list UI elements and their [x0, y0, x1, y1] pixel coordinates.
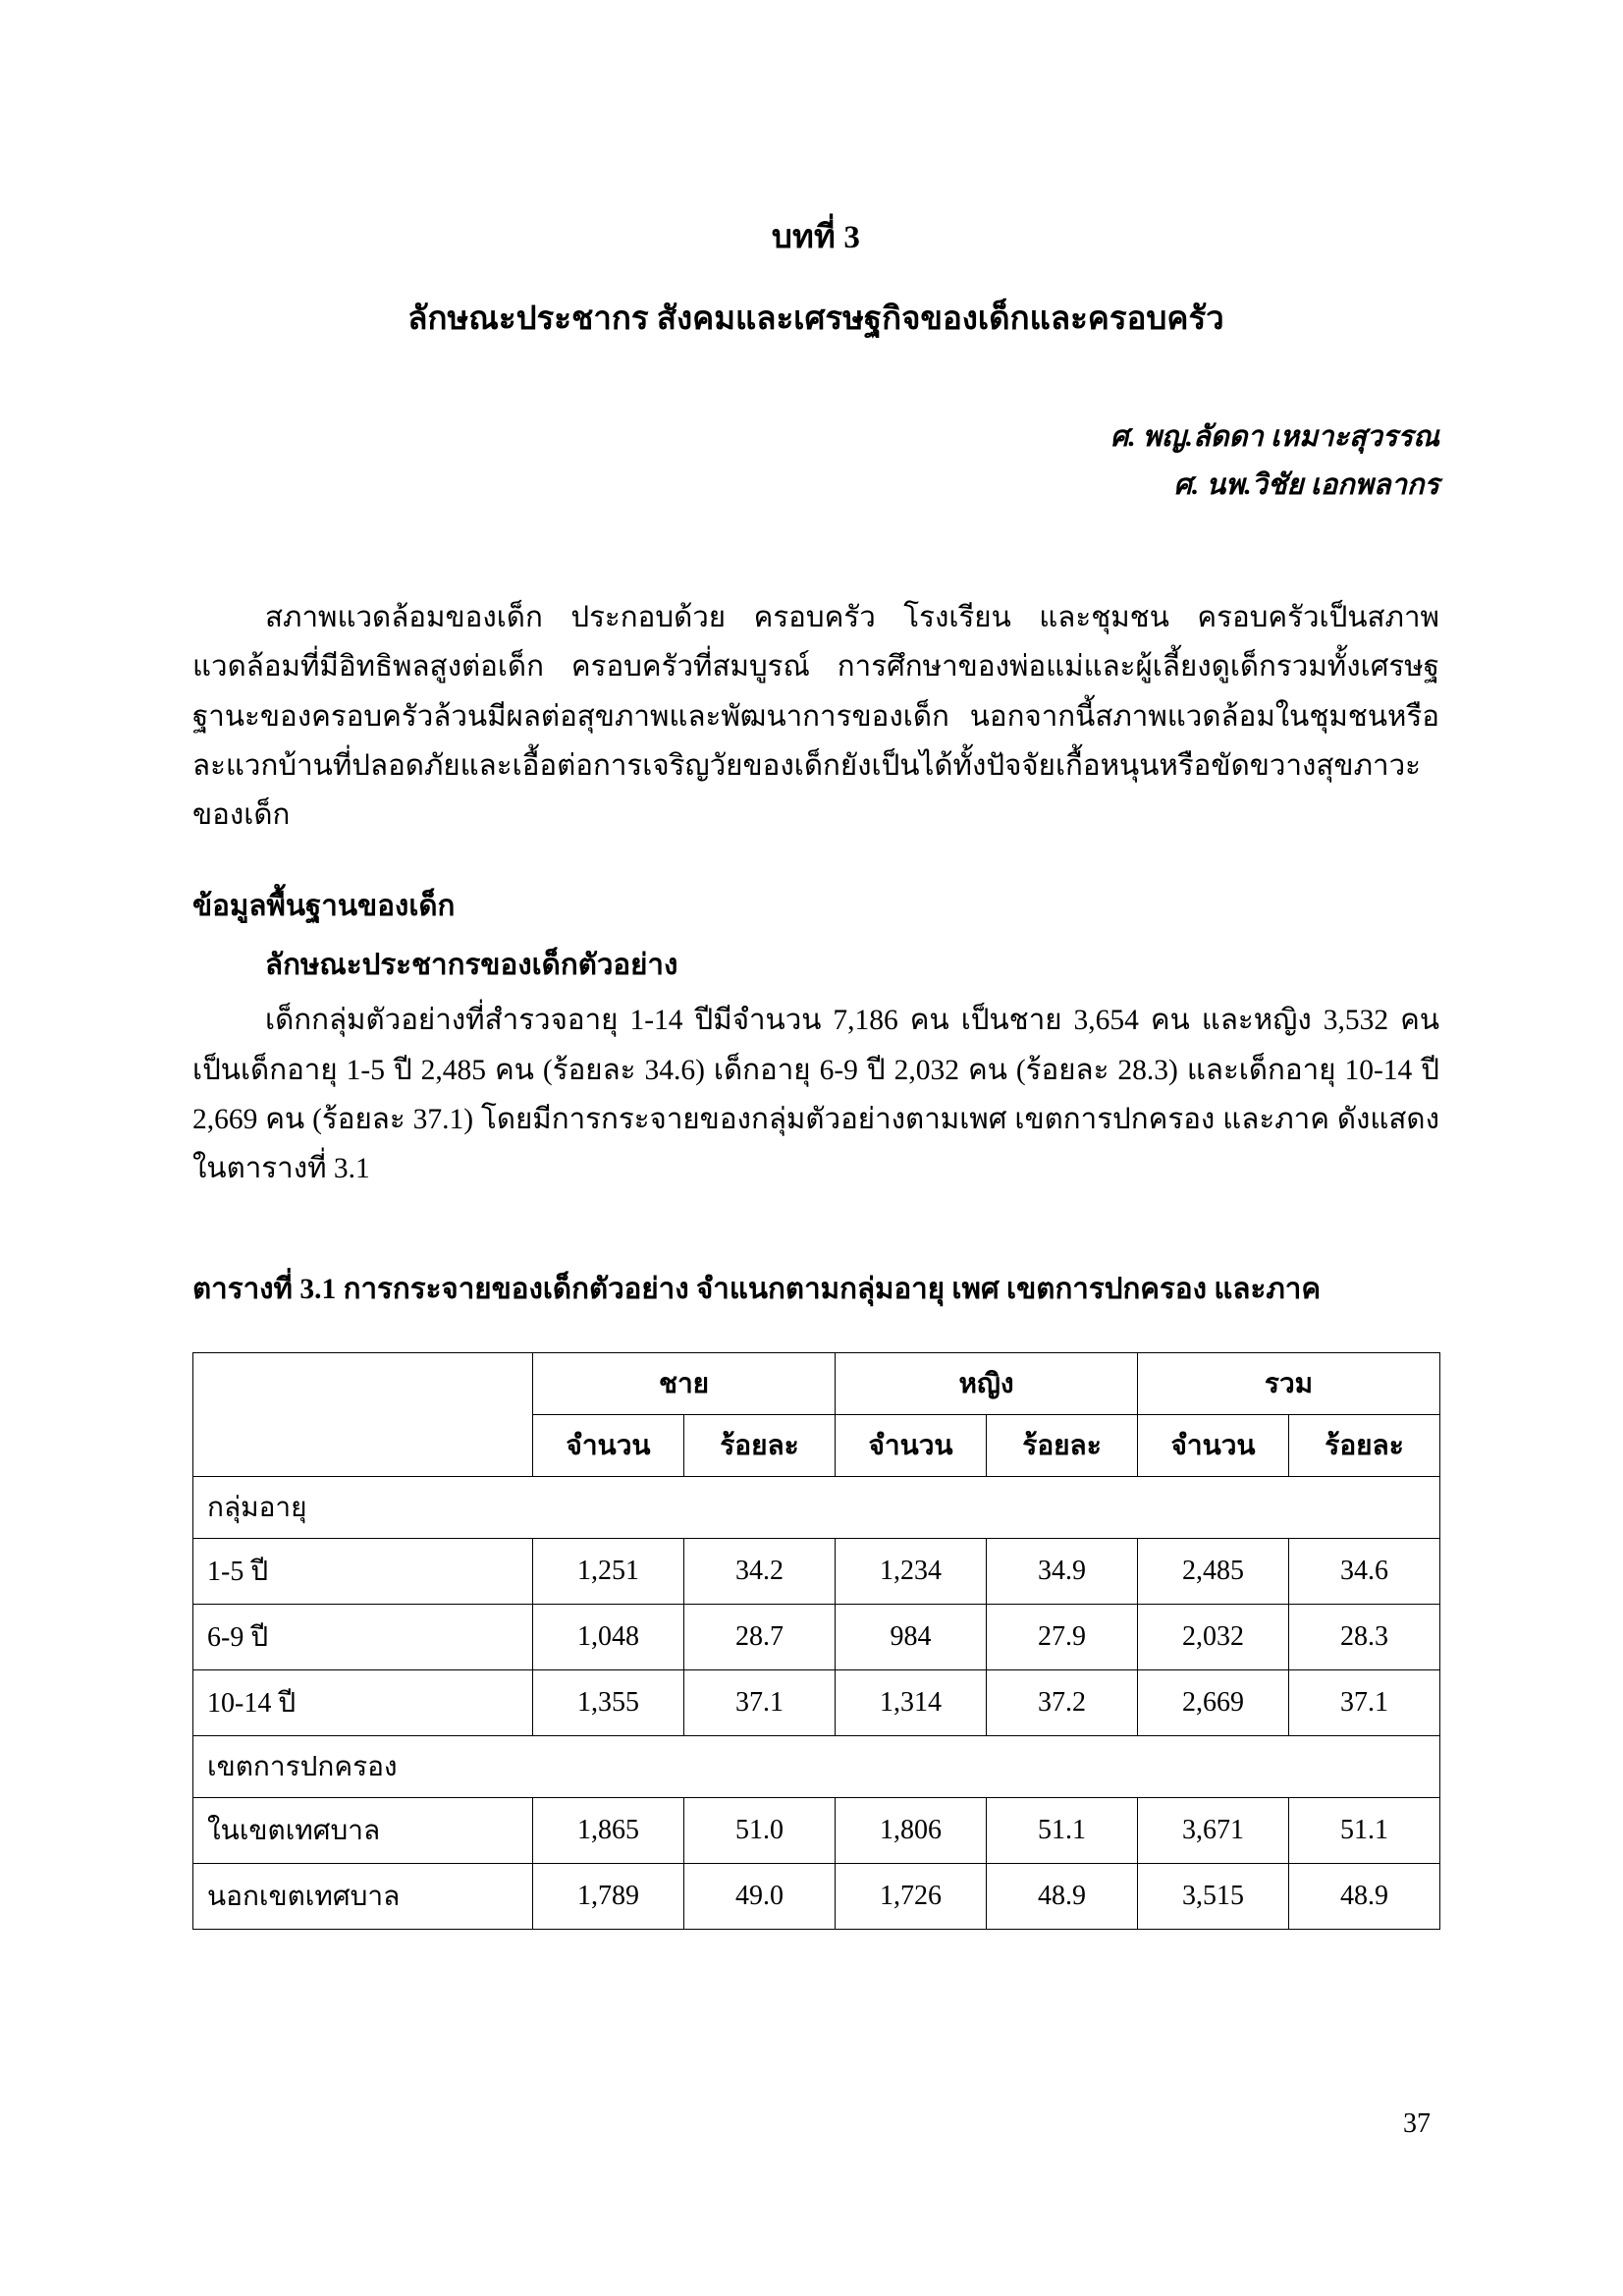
table-cell: 1,865	[533, 1798, 684, 1864]
table-cell: 2,669	[1138, 1670, 1289, 1736]
author-name: ศ. พญ.ลัดดา เหมาะสุวรรณ	[1109, 420, 1439, 453]
table-cell: 1,355	[533, 1670, 684, 1736]
sample-paragraph-text: เด็กกลุ่มตัวอย่างที่สำรวจอายุ 1-14 ปีมีจำนวน 7,186 คน เป็นชาย 3,654 คน และหญิง 3,532 คน เป็นเด็กอายุ 1-5 ปี 2,485 คน (ร้อยละ 34.6) เด็กอายุ 6-9 ปี 2,032 คน (ร้อยละ 28.3) และเด็กอายุ 10-14 ปี 2,669 คน (ร้อยละ 37.1) โดยมีการกระจายของกลุ่มตัวอย่างตามเพศ เขตการปกครอง และภาค ดังแสดงในตารางที่ 3.1	[192, 1005, 1439, 1184]
page-title: ลักษณะประชากร สังคมและเศรษฐกิจของเด็กและครอบครัว	[407, 301, 1224, 338]
table-row	[193, 1539, 1440, 1605]
table-row-label: ในเขตเทศบาล	[193, 1798, 533, 1864]
table-cell: 34.2	[684, 1539, 836, 1605]
table-cell: 37.1	[684, 1670, 836, 1736]
table-cell: 51.0	[684, 1798, 836, 1864]
table-section-title: เขตการปกครอง	[193, 1736, 1440, 1798]
chapter-number: บทที่ 3	[771, 220, 861, 255]
table-cell: 1,726	[836, 1864, 987, 1930]
table-cell: 27.9	[987, 1605, 1138, 1670]
table-group-header-row	[193, 1353, 1440, 1415]
table-group-header-total: รวม	[1138, 1353, 1440, 1415]
table-body	[193, 1477, 1440, 1930]
subsection-heading: ลักษณะประชากรของเด็กตัวอย่าง	[265, 949, 678, 981]
table-cell: 37.2	[987, 1670, 1138, 1736]
page-content	[192, 0, 1439, 1930]
table-sub-header: จำนวน	[1138, 1415, 1289, 1477]
table-row-label: 10-14 ปี	[193, 1670, 533, 1736]
table-cell: 1,234	[836, 1539, 987, 1605]
distribution-table	[192, 1352, 1440, 1930]
table-cell: 34.9	[987, 1539, 1138, 1605]
table-cell: 3,515	[1138, 1864, 1289, 1930]
table-cell: 3,671	[1138, 1798, 1289, 1864]
table-sub-header: ร้อยละ	[1289, 1415, 1440, 1477]
table-row-label: 1-5 ปี	[193, 1539, 533, 1605]
table-row-label: นอกเขตเทศบาล	[193, 1864, 533, 1930]
sample-paragraph	[192, 996, 1439, 1193]
table-sub-header: ร้อยละ	[684, 1415, 836, 1477]
table-section-title: กลุ่มอายุ	[193, 1477, 1440, 1539]
author-name: ศ. นพ.วิชัย เอกพลากร	[1173, 469, 1439, 502]
intro-paragraph	[192, 593, 1439, 840]
table-cell: 49.0	[684, 1864, 836, 1930]
table-cell: 37.1	[1289, 1670, 1440, 1736]
table-cell: 1,789	[533, 1864, 684, 1930]
table-row-label: 6-9 ปี	[193, 1605, 533, 1670]
table-sub-header-row	[193, 1415, 1440, 1477]
table-cell: 51.1	[1289, 1798, 1440, 1864]
intro-paragraph-text: สภาพแวดล้อมของเด็ก ประกอบด้วย ครอบครัว โรงเรียน และชุมชน ครอบครัวเป็นสภาพแวดล้อมที่มีอิทธิพลสูงต่อเด็ก ครอบครัวที่สมบูรณ์ การศึกษาของพ่อแม่และผู้เลี้ยงดูเด็กรวมทั้งเศรษฐฐานะของครอบครัวล้วนมีผลต่อสุขภาพและพัฒนาการของเด็ก นอกจากนี้สภาพแวดล้อมในชุมชนหรือละแวกบ้านที่ปลอดภัยและเอื้อต่อการเจริญวัยของเด็กยังเป็นได้ทั้งปัจจัยเกื้อหนุนหรือขัดขวางสุขภาวะของเด็ก	[192, 602, 1439, 831]
table-head	[193, 1353, 1440, 1477]
table-row	[193, 1670, 1440, 1736]
table-cell: 48.9	[987, 1864, 1138, 1930]
table-row	[193, 1798, 1440, 1864]
table-cell: 2,485	[1138, 1539, 1289, 1605]
table-group-header-male: ชาย	[533, 1353, 836, 1415]
table-caption: ตารางที่ 3.1 การกระจายของเด็กตัวอย่าง จำแนกตามกลุ่มอายุ เพศ เขตการปกครอง และภาค	[192, 1273, 1322, 1305]
table-cell: 1,806	[836, 1798, 987, 1864]
table-cell: 34.6	[1289, 1539, 1440, 1605]
table-sub-header: ร้อยละ	[987, 1415, 1138, 1477]
page-number: 37	[1403, 2108, 1431, 2139]
table-corner-cell	[193, 1415, 533, 1477]
table-cell: 1,251	[533, 1539, 684, 1605]
table-cell: 51.1	[987, 1798, 1138, 1864]
table-cell: 28.7	[684, 1605, 836, 1670]
section-heading: ข้อมูลพื้นฐานของเด็ก	[192, 890, 456, 922]
author-block	[192, 413, 1439, 512]
table-group-header-female: หญิง	[836, 1353, 1138, 1415]
table-row	[193, 1864, 1440, 1930]
table-cell: 2,032	[1138, 1605, 1289, 1670]
table-sub-header: จำนวน	[836, 1415, 987, 1477]
table-cell: 984	[836, 1605, 987, 1670]
table-cell: 1,314	[836, 1670, 987, 1736]
table-row	[193, 1605, 1440, 1670]
table-cell: 1,048	[533, 1605, 684, 1670]
table-sub-header: จำนวน	[533, 1415, 684, 1477]
table-corner-cell	[193, 1353, 533, 1415]
table-section-row	[193, 1736, 1440, 1798]
table-section-row	[193, 1477, 1440, 1539]
table-cell: 28.3	[1289, 1605, 1440, 1670]
table-cell: 48.9	[1289, 1864, 1440, 1930]
